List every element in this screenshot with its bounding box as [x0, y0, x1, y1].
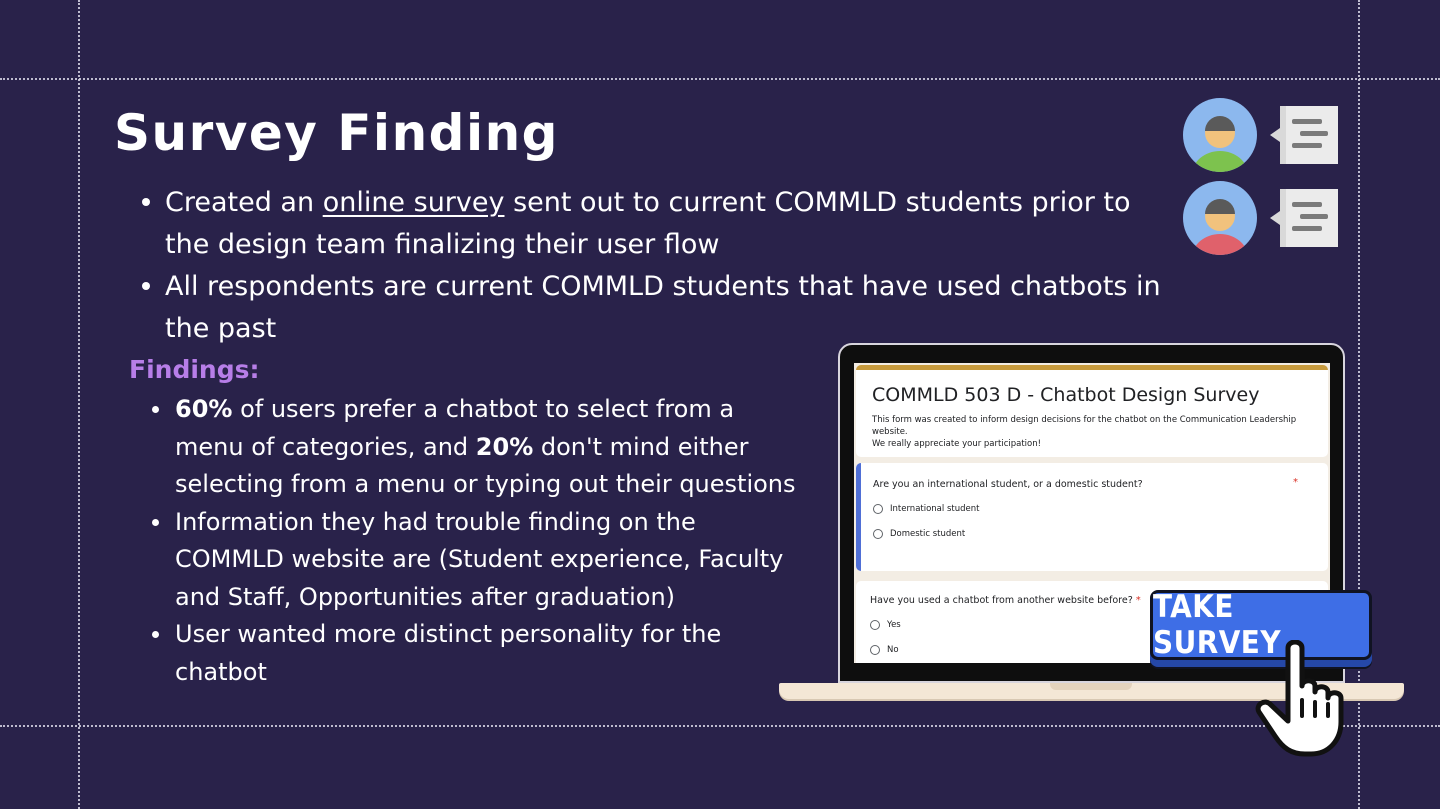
- radio-option[interactable]: International student: [873, 504, 1316, 514]
- laptop-notch: [1050, 683, 1132, 690]
- intro-bullet-list: [140, 182, 1180, 350]
- radio-option[interactable]: Domestic student: [873, 529, 1316, 539]
- take-survey-button[interactable]: TAKE SURVEY: [1150, 590, 1372, 660]
- radio-option[interactable]: Yes: [870, 620, 1314, 630]
- radio-option[interactable]: No: [870, 645, 1314, 655]
- question-card: [856, 463, 1328, 571]
- form-title: COMMLD 503 D - Chatbot Design Survey: [872, 384, 1260, 406]
- page-title: Survey Finding: [114, 104, 559, 162]
- required-asterisk: *: [1135, 595, 1141, 606]
- findings-heading: Findings:: [129, 355, 260, 384]
- radio-button[interactable]: [870, 620, 880, 630]
- chat-bubble-icon: [1270, 106, 1338, 164]
- guide-line-bottom: [0, 725, 1440, 727]
- chat-users-illustration: [1182, 97, 1342, 257]
- guide-line-left: [78, 0, 80, 809]
- form-description: This form was created to inform design decisions for the chatbot on the Communication Leadership website. We really appreciate your participation!: [872, 415, 1297, 449]
- finding-item: 60% of users prefer a chatbot to select from a menu of categories, and 20% don't mind either selecting from a menu or typing out their questions: [150, 391, 810, 504]
- question-text: Have you used a chatbot from another website before? *: [870, 595, 1141, 606]
- finding-item: User wanted more distinct personality for the chatbot: [150, 616, 810, 691]
- form-header-card: [856, 365, 1328, 457]
- finding-item: Information they had trouble finding on the COMMLD website are (Student experience, Faculty and Staff, Opportunities after graduation): [150, 504, 810, 617]
- chat-bubble-icon: [1270, 189, 1338, 247]
- intro-bullet: All respondents are current COMMLD students that have used chatbots in the past: [140, 266, 1180, 350]
- question-text: Are you an international student, or a domestic student?: [873, 479, 1143, 490]
- radio-button[interactable]: [873, 529, 883, 539]
- online-survey-link[interactable]: online survey: [322, 187, 505, 218]
- radio-button[interactable]: [870, 645, 880, 655]
- pointer-hand-icon: [1255, 640, 1350, 760]
- required-asterisk: *: [1293, 477, 1298, 488]
- findings-list: [150, 391, 810, 691]
- guide-line-top: [0, 78, 1440, 80]
- radio-button[interactable]: [873, 504, 883, 514]
- user-avatar-icon: [1183, 181, 1257, 257]
- intro-bullet: Created an online survey sent out to current COMMLD students prior to the design team finalizing their user flow: [140, 182, 1180, 266]
